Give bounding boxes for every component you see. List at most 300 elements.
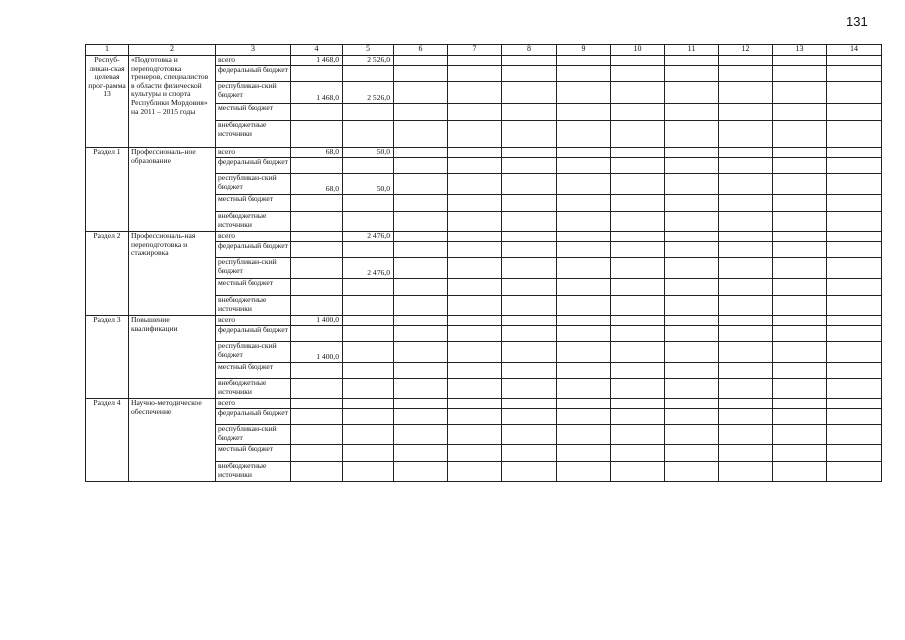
empty-cell (611, 462, 665, 482)
empty-cell (557, 462, 611, 482)
empty-cell (394, 326, 448, 342)
empty-cell (448, 195, 502, 212)
amount-cell (343, 195, 394, 212)
empty-cell (827, 462, 882, 482)
empty-cell (719, 316, 773, 326)
empty-cell (611, 258, 665, 279)
amount-cell: 2 476,0 (343, 232, 394, 242)
empty-cell (773, 232, 827, 242)
empty-cell (719, 279, 773, 296)
empty-cell (502, 425, 557, 445)
amount-cell (291, 379, 343, 399)
empty-cell (719, 425, 773, 445)
empty-cell (448, 279, 502, 296)
empty-cell (557, 379, 611, 399)
empty-cell (827, 212, 882, 232)
empty-cell (665, 342, 719, 363)
empty-cell (665, 316, 719, 326)
empty-cell (827, 242, 882, 258)
program-name-cell: Профессиональ-ная переподготовка и стажировка (129, 232, 216, 316)
empty-cell (557, 242, 611, 258)
empty-cell (611, 296, 665, 316)
funding-source-cell: федеральный бюджет (216, 409, 291, 425)
empty-cell (502, 212, 557, 232)
empty-cell (827, 425, 882, 445)
empty-cell (719, 195, 773, 212)
empty-cell (394, 121, 448, 148)
amount-cell (291, 121, 343, 148)
empty-cell (557, 148, 611, 158)
amount-cell (343, 399, 394, 409)
empty-cell (773, 158, 827, 174)
amount-cell: 68,0 (291, 148, 343, 158)
amount-cell (291, 158, 343, 174)
empty-cell (611, 158, 665, 174)
empty-cell (557, 66, 611, 82)
column-header: 6 (394, 45, 448, 56)
empty-cell (394, 363, 448, 379)
empty-cell (827, 82, 882, 104)
empty-cell (394, 158, 448, 174)
empty-cell (665, 158, 719, 174)
empty-cell (557, 232, 611, 242)
funding-source-cell: республикан-ский бюджет (216, 258, 291, 279)
empty-cell (448, 66, 502, 82)
amount-cell (343, 316, 394, 326)
column-header: 8 (502, 45, 557, 56)
funding-source-cell: всего (216, 232, 291, 242)
empty-cell (502, 342, 557, 363)
funding-source-cell: всего (216, 56, 291, 66)
empty-cell (502, 104, 557, 121)
empty-cell (502, 409, 557, 425)
empty-cell (394, 316, 448, 326)
empty-cell (557, 342, 611, 363)
funding-source-cell: всего (216, 148, 291, 158)
empty-cell (502, 363, 557, 379)
program-code-cell: Раздел 3 (86, 316, 129, 399)
funding-source-cell: местный бюджет (216, 104, 291, 121)
empty-cell (557, 445, 611, 462)
empty-cell (773, 363, 827, 379)
empty-cell (611, 82, 665, 104)
program-name-cell: Повышение квалификации (129, 316, 216, 399)
empty-cell (448, 379, 502, 399)
empty-cell (394, 212, 448, 232)
empty-cell (719, 82, 773, 104)
empty-cell (611, 195, 665, 212)
empty-cell (773, 425, 827, 445)
empty-cell (557, 195, 611, 212)
empty-cell (719, 242, 773, 258)
empty-cell (448, 242, 502, 258)
funding-source-cell: республикан-ский бюджет (216, 174, 291, 195)
empty-cell (502, 56, 557, 66)
table-row (86, 232, 882, 242)
empty-cell (611, 148, 665, 158)
empty-cell (827, 195, 882, 212)
amount-cell (343, 379, 394, 399)
empty-cell (557, 409, 611, 425)
empty-cell (502, 66, 557, 82)
empty-cell (557, 316, 611, 326)
empty-cell (448, 326, 502, 342)
empty-cell (557, 174, 611, 195)
amount-cell: 1 400,0 (291, 342, 343, 363)
amount-cell (291, 425, 343, 445)
column-header: 4 (291, 45, 343, 56)
amount-cell (291, 66, 343, 82)
funding-source-cell: федеральный бюджет (216, 66, 291, 82)
empty-cell (773, 148, 827, 158)
amount-cell: 2 526,0 (343, 82, 394, 104)
empty-cell (394, 258, 448, 279)
empty-cell (394, 279, 448, 296)
amount-cell (343, 409, 394, 425)
empty-cell (773, 326, 827, 342)
empty-cell (827, 445, 882, 462)
empty-cell (665, 104, 719, 121)
empty-cell (719, 56, 773, 66)
empty-cell (827, 316, 882, 326)
empty-cell (719, 409, 773, 425)
empty-cell (827, 56, 882, 66)
amount-cell (343, 242, 394, 258)
funding-source-cell: внебюджетные источники (216, 296, 291, 316)
funding-source-cell: местный бюджет (216, 363, 291, 379)
empty-cell (502, 326, 557, 342)
amount-cell: 68,0 (291, 174, 343, 195)
empty-cell (502, 279, 557, 296)
empty-cell (557, 399, 611, 409)
amount-cell (291, 363, 343, 379)
column-header: 10 (611, 45, 665, 56)
amount-cell (343, 296, 394, 316)
empty-cell (773, 379, 827, 399)
funding-source-cell: местный бюджет (216, 279, 291, 296)
empty-cell (719, 326, 773, 342)
empty-cell (665, 379, 719, 399)
amount-cell (343, 66, 394, 82)
empty-cell (502, 242, 557, 258)
empty-cell (611, 66, 665, 82)
empty-cell (719, 174, 773, 195)
empty-cell (448, 56, 502, 66)
empty-cell (502, 316, 557, 326)
empty-cell (502, 258, 557, 279)
amount-cell (343, 342, 394, 363)
empty-cell (665, 258, 719, 279)
empty-cell (665, 296, 719, 316)
empty-cell (827, 158, 882, 174)
amount-cell: 2 526,0 (343, 56, 394, 66)
empty-cell (502, 296, 557, 316)
amount-cell (291, 409, 343, 425)
empty-cell (773, 258, 827, 279)
empty-cell (773, 399, 827, 409)
column-header: 14 (827, 45, 882, 56)
empty-cell (719, 66, 773, 82)
empty-cell (611, 409, 665, 425)
empty-cell (502, 174, 557, 195)
empty-cell (611, 56, 665, 66)
empty-cell (448, 148, 502, 158)
empty-cell (394, 82, 448, 104)
empty-cell (827, 326, 882, 342)
empty-cell (557, 82, 611, 104)
empty-cell (719, 399, 773, 409)
empty-cell (394, 148, 448, 158)
empty-cell (557, 296, 611, 316)
table-row (86, 56, 882, 66)
empty-cell (448, 212, 502, 232)
empty-cell (665, 82, 719, 104)
empty-cell (773, 82, 827, 104)
column-header: 5 (343, 45, 394, 56)
empty-cell (502, 195, 557, 212)
empty-cell (719, 296, 773, 316)
amount-cell (343, 279, 394, 296)
amount-cell (343, 326, 394, 342)
empty-cell (394, 242, 448, 258)
empty-cell (827, 342, 882, 363)
empty-cell (773, 56, 827, 66)
program-code-cell: Раздел 2 (86, 232, 129, 316)
empty-cell (448, 296, 502, 316)
empty-cell (665, 232, 719, 242)
empty-cell (665, 363, 719, 379)
empty-cell (448, 409, 502, 425)
empty-cell (719, 158, 773, 174)
empty-cell (773, 174, 827, 195)
program-code-cell: Раздел 1 (86, 148, 129, 232)
empty-cell (827, 363, 882, 379)
program-name-cell: «Подготовка и переподготовка тренеров, специалистов в области физической культуры и спорта Республики Мордовия» на 2011 – 2015 годы (129, 56, 216, 148)
amount-cell (343, 462, 394, 482)
empty-cell (827, 121, 882, 148)
empty-cell (448, 158, 502, 174)
empty-cell (557, 326, 611, 342)
amount-cell (291, 399, 343, 409)
empty-cell (557, 56, 611, 66)
empty-cell (448, 104, 502, 121)
empty-cell (502, 462, 557, 482)
funding-source-cell: местный бюджет (216, 445, 291, 462)
empty-cell (394, 445, 448, 462)
empty-cell (665, 66, 719, 82)
empty-cell (773, 104, 827, 121)
funding-source-cell: внебюджетные источники (216, 379, 291, 399)
empty-cell (665, 462, 719, 482)
empty-cell (611, 425, 665, 445)
table-row (86, 399, 882, 409)
empty-cell (773, 445, 827, 462)
empty-cell (665, 425, 719, 445)
empty-cell (557, 258, 611, 279)
funding-source-cell: республикан-ский бюджет (216, 82, 291, 104)
empty-cell (611, 399, 665, 409)
empty-cell (611, 445, 665, 462)
amount-cell (291, 195, 343, 212)
empty-cell (611, 242, 665, 258)
amount-cell (291, 212, 343, 232)
funding-source-cell: республикан-ский бюджет (216, 342, 291, 363)
empty-cell (448, 462, 502, 482)
empty-cell (827, 104, 882, 121)
empty-cell (827, 148, 882, 158)
amount-cell (291, 296, 343, 316)
empty-cell (773, 409, 827, 425)
empty-cell (611, 363, 665, 379)
empty-cell (719, 104, 773, 121)
column-header: 13 (773, 45, 827, 56)
amount-cell (343, 212, 394, 232)
amount-cell: 50,0 (343, 174, 394, 195)
empty-cell (557, 104, 611, 121)
empty-cell (502, 82, 557, 104)
amount-cell: 2 476,0 (343, 258, 394, 279)
empty-cell (394, 399, 448, 409)
empty-cell (773, 66, 827, 82)
empty-cell (502, 232, 557, 242)
empty-cell (448, 399, 502, 409)
empty-cell (773, 342, 827, 363)
empty-cell (665, 174, 719, 195)
empty-cell (827, 174, 882, 195)
column-header: 3 (216, 45, 291, 56)
funding-source-cell: федеральный бюджет (216, 242, 291, 258)
budget-table (85, 44, 882, 482)
empty-cell (502, 445, 557, 462)
column-header: 2 (129, 45, 216, 56)
empty-cell (611, 316, 665, 326)
funding-source-cell: местный бюджет (216, 195, 291, 212)
empty-cell (773, 279, 827, 296)
empty-cell (557, 279, 611, 296)
empty-cell (665, 195, 719, 212)
empty-cell (394, 104, 448, 121)
empty-cell (502, 379, 557, 399)
empty-cell (502, 148, 557, 158)
empty-cell (502, 399, 557, 409)
column-header: 11 (665, 45, 719, 56)
empty-cell (394, 296, 448, 316)
empty-cell (394, 195, 448, 212)
funding-source-cell: всего (216, 399, 291, 409)
amount-cell (291, 104, 343, 121)
empty-cell (665, 279, 719, 296)
amount-cell (291, 232, 343, 242)
table-header-row (86, 45, 882, 56)
empty-cell (611, 104, 665, 121)
empty-cell (611, 326, 665, 342)
empty-cell (719, 148, 773, 158)
empty-cell (827, 399, 882, 409)
empty-cell (394, 409, 448, 425)
table-row (86, 316, 882, 326)
program-name-cell: Профессиональ-ное образование (129, 148, 216, 232)
funding-source-cell: внебюджетные источники (216, 121, 291, 148)
empty-cell (719, 121, 773, 148)
empty-cell (611, 342, 665, 363)
amount-cell: 1 468,0 (291, 82, 343, 104)
empty-cell (611, 232, 665, 242)
empty-cell (394, 56, 448, 66)
amount-cell (343, 425, 394, 445)
empty-cell (502, 158, 557, 174)
empty-cell (394, 174, 448, 195)
empty-cell (665, 56, 719, 66)
funding-source-cell: внебюджетные источники (216, 462, 291, 482)
empty-cell (394, 342, 448, 363)
empty-cell (773, 316, 827, 326)
amount-cell (291, 462, 343, 482)
empty-cell (719, 379, 773, 399)
empty-cell (448, 174, 502, 195)
empty-cell (827, 409, 882, 425)
program-name-cell: Научно-методическое обеспечение (129, 399, 216, 482)
empty-cell (719, 445, 773, 462)
empty-cell (719, 342, 773, 363)
empty-cell (719, 363, 773, 379)
empty-cell (394, 379, 448, 399)
empty-cell (719, 462, 773, 482)
amount-cell (343, 104, 394, 121)
empty-cell (611, 212, 665, 232)
empty-cell (773, 212, 827, 232)
empty-cell (719, 232, 773, 242)
empty-cell (448, 82, 502, 104)
empty-cell (665, 242, 719, 258)
amount-cell (291, 326, 343, 342)
amount-cell (291, 258, 343, 279)
empty-cell (773, 121, 827, 148)
amount-cell (291, 242, 343, 258)
program-code-cell: Раздел 4 (86, 399, 129, 482)
empty-cell (448, 121, 502, 148)
empty-cell (827, 279, 882, 296)
funding-source-cell: республикан-ский бюджет (216, 425, 291, 445)
column-header: 7 (448, 45, 502, 56)
column-header: 9 (557, 45, 611, 56)
empty-cell (719, 212, 773, 232)
page-number: 131 (846, 14, 868, 29)
empty-cell (557, 212, 611, 232)
empty-cell (773, 462, 827, 482)
empty-cell (827, 379, 882, 399)
empty-cell (773, 296, 827, 316)
empty-cell (611, 174, 665, 195)
amount-cell (343, 363, 394, 379)
empty-cell (557, 121, 611, 148)
empty-cell (827, 232, 882, 242)
amount-cell (291, 445, 343, 462)
empty-cell (827, 258, 882, 279)
empty-cell (611, 279, 665, 296)
empty-cell (665, 409, 719, 425)
amount-cell (291, 279, 343, 296)
amount-cell: 50,0 (343, 148, 394, 158)
empty-cell (665, 121, 719, 148)
empty-cell (557, 158, 611, 174)
empty-cell (827, 296, 882, 316)
empty-cell (448, 425, 502, 445)
empty-cell (448, 316, 502, 326)
column-header: 12 (719, 45, 773, 56)
amount-cell: 1 400,0 (291, 316, 343, 326)
table-row (86, 148, 882, 158)
empty-cell (394, 425, 448, 445)
